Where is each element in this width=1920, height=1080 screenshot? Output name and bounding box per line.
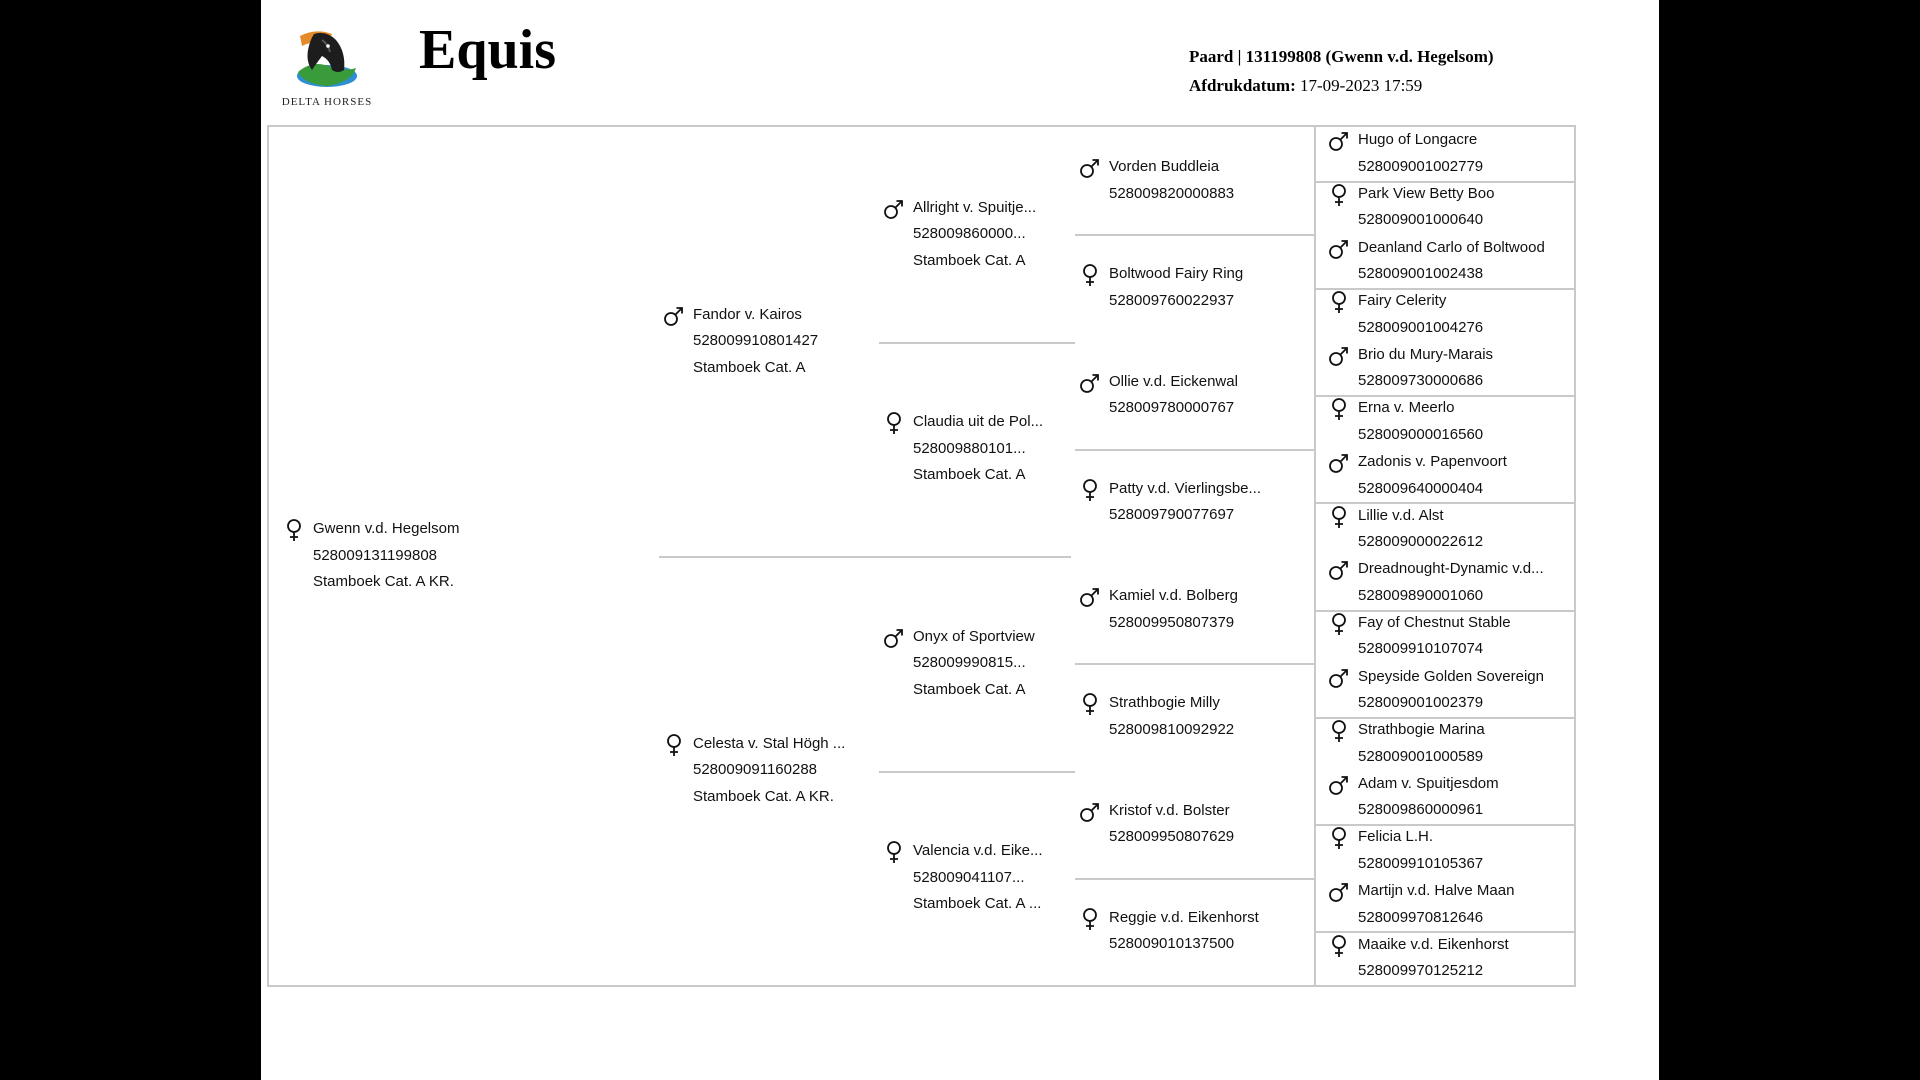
horse-registration-number: 528009970125212 <box>1358 962 1484 980</box>
great-grandparent-horse[interactable] <box>1079 905 1309 958</box>
horse-registration-number: 528009730000686 <box>1358 372 1484 390</box>
male-symbol-icon <box>883 626 905 650</box>
horse-name: Erna v. Meerlo <box>1358 399 1455 417</box>
male-symbol-icon <box>1328 558 1350 582</box>
grandparent-horse[interactable] <box>883 838 1063 918</box>
horse-registration-number: 528009001000589 <box>1358 747 1484 765</box>
horse-registration-number: 528009780000767 <box>1109 399 1235 417</box>
horse-registration-number: 528009091160288 <box>693 761 818 779</box>
pedigree-divider <box>1075 234 1315 236</box>
horse-registration-number: 528009001002438 <box>1358 265 1484 283</box>
female-symbol-icon <box>1328 397 1350 421</box>
subject-horse[interactable] <box>283 516 613 596</box>
horse-name: Dreadnought-Dynamic v.d... <box>1358 560 1544 578</box>
parent-horse[interactable] <box>663 731 873 811</box>
horse-name: Fandor v. Kairos <box>693 305 802 323</box>
horse-registration-number: 528009970812646 <box>1358 908 1484 926</box>
horse-registration-number: 528009950807629 <box>1109 828 1235 846</box>
horse-studbook-category: Stamboek Cat. A ... <box>913 895 1042 912</box>
horse-studbook-category: Stamboek Cat. A <box>693 358 806 376</box>
great-great-grandparent-horse[interactable] <box>1328 717 1583 770</box>
female-symbol-icon <box>1079 692 1101 716</box>
great-great-grandparent-horse[interactable] <box>1328 824 1583 877</box>
female-symbol-icon <box>283 518 305 542</box>
parent-horse[interactable] <box>663 302 873 382</box>
great-grandparent-horse[interactable] <box>1079 798 1309 851</box>
horse-registration-number: 528009950807379 <box>1109 613 1235 631</box>
great-grandparent-horse[interactable] <box>1079 583 1309 636</box>
pedigree-divider <box>1075 663 1315 665</box>
horse-name: Gwenn v.d. Hegelsom <box>313 520 460 538</box>
female-symbol-icon <box>1328 826 1350 850</box>
great-great-grandparent-horse[interactable] <box>1328 932 1583 985</box>
horse-name: Martijn v.d. Halve Maan <box>1358 882 1515 900</box>
male-symbol-icon <box>663 304 685 328</box>
great-great-grandparent-horse[interactable] <box>1328 503 1583 556</box>
delta-horses-logo <box>279 26 375 108</box>
horse-studbook-category: Stamboek Cat. A <box>913 251 1026 269</box>
horse-registration-number: 528009810092922 <box>1109 720 1235 738</box>
horse-name: Kristof v.d. Bolster <box>1109 801 1230 819</box>
horse-name: Vorden Buddleia <box>1109 158 1220 176</box>
great-great-grandparent-horse[interactable] <box>1328 395 1583 448</box>
horse-studbook-category: Stamboek Cat. A <box>913 466 1026 483</box>
horse-name: Zadonis v. Papenvoort <box>1358 453 1507 471</box>
great-great-grandparent-horse[interactable] <box>1328 449 1583 502</box>
horse-name: Valencia v.d. Eike... <box>913 842 1043 859</box>
horse-registration-number: 528009910801427 <box>693 332 819 350</box>
female-symbol-icon <box>1328 183 1350 207</box>
male-symbol-icon <box>1328 773 1350 797</box>
header-info <box>1189 42 1494 100</box>
horse-name: Deanland Carlo of Boltwood <box>1358 238 1545 256</box>
horse-head-logo-icon <box>292 26 362 90</box>
female-symbol-icon <box>663 733 685 757</box>
horse-name: Boltwood Fairy Ring <box>1109 265 1244 283</box>
print-date-label: Afdrukdatum: <box>1189 76 1296 95</box>
horse-registration-number: 528009001002779 <box>1358 157 1484 175</box>
great-grandparent-horse[interactable] <box>1079 690 1309 743</box>
great-great-grandparent-horse[interactable] <box>1328 556 1583 609</box>
horse-registration-number: 528009001000640 <box>1358 211 1484 229</box>
horse-registration-number: 528009001004276 <box>1358 318 1484 336</box>
female-symbol-icon <box>883 411 905 435</box>
horse-registration-number: 528009010137500 <box>1109 935 1235 953</box>
horse-registration-number: 528009860000... <box>913 225 1026 242</box>
horse-name: Patty v.d. Vierlingsbe... <box>1109 479 1262 497</box>
pedigree-divider <box>879 342 1075 344</box>
horse-registration-number: 528009790077697 <box>1109 506 1235 524</box>
male-symbol-icon <box>1328 451 1350 475</box>
horse-name: Lillie v.d. Alst <box>1358 506 1444 524</box>
horse-name: Claudia uit de Pol... <box>913 413 1044 430</box>
great-great-grandparent-horse[interactable] <box>1328 771 1583 824</box>
horse-registration-number: 528009990815... <box>913 654 1026 671</box>
great-grandparent-horse[interactable] <box>1079 261 1309 314</box>
pedigree-divider <box>1075 878 1315 880</box>
female-symbol-icon <box>1079 263 1101 287</box>
great-great-grandparent-horse[interactable] <box>1328 664 1583 717</box>
horse-name: Brio du Mury-Marais <box>1358 345 1494 363</box>
horse-studbook-category: Stamboek Cat. A KR. <box>313 573 454 591</box>
horse-name: Park View Betty Boo <box>1358 184 1495 202</box>
grandparent-horse[interactable] <box>883 624 1063 704</box>
horse-studbook-category: Stamboek Cat. A KR. <box>693 787 834 805</box>
great-great-grandparent-horse[interactable] <box>1328 288 1583 341</box>
horse-name: Fairy Celerity <box>1358 292 1447 310</box>
app-title: Equis <box>419 19 556 81</box>
horse-registration-number: 528009820000883 <box>1109 184 1235 202</box>
horse-registration-number: 528009860000961 <box>1358 801 1484 819</box>
print-date: 17-09-2023 17:59 <box>1300 76 1423 95</box>
horse-name: Adam v. Spuitjesdom <box>1358 774 1499 792</box>
male-symbol-icon <box>1079 156 1101 180</box>
great-grandparent-horse[interactable] <box>1079 476 1309 529</box>
grandparent-horse[interactable] <box>883 409 1063 489</box>
horse-registration-number: 528009000016560 <box>1358 425 1484 443</box>
print-page <box>261 0 1659 1080</box>
male-symbol-icon <box>1328 344 1350 368</box>
great-great-grandparent-horse[interactable] <box>1328 878 1583 931</box>
male-symbol-icon <box>1328 666 1350 690</box>
horse-registration-number: 528009890001060 <box>1358 586 1484 604</box>
pedigree-divider <box>659 556 1071 558</box>
horse-studbook-category: Stamboek Cat. A <box>913 680 1026 698</box>
horse-name: Kamiel v.d. Bolberg <box>1109 587 1238 605</box>
female-symbol-icon <box>1328 612 1350 636</box>
great-great-grandparent-horse[interactable] <box>1328 235 1583 288</box>
horse-registration-number: 528009880101... <box>913 439 1026 457</box>
horse-name: Allright v. Spuitje... <box>913 198 1037 216</box>
female-symbol-icon <box>1328 505 1350 529</box>
horse-registration-number: 528009760022937 <box>1109 291 1235 309</box>
pedigree-divider <box>1075 449 1315 451</box>
male-symbol-icon <box>1328 880 1350 904</box>
horse-registration-number: 528009000022612 <box>1358 533 1484 551</box>
great-great-grandparent-horse[interactable] <box>1328 342 1583 395</box>
horse-registration-number: 528009041107... <box>913 868 1025 886</box>
horse-registration-number: 528009910107074 <box>1358 640 1484 658</box>
male-symbol-icon <box>1328 129 1350 153</box>
logo-text: DELTA HORSES <box>281 96 373 108</box>
pedigree-divider <box>879 771 1075 773</box>
horse-name: Onyx of Sportview <box>913 627 1035 645</box>
horse-name: Ollie v.d. Eickenwal <box>1109 372 1238 390</box>
horse-name: Felicia L.H. <box>1358 828 1434 846</box>
female-symbol-icon <box>1328 934 1350 958</box>
male-symbol-icon <box>1079 800 1101 824</box>
male-symbol-icon <box>1079 371 1101 395</box>
horse-name: Celesta v. Stal Högh ... <box>693 734 846 752</box>
male-symbol-icon <box>883 197 905 221</box>
female-symbol-icon <box>1079 478 1101 502</box>
male-symbol-icon <box>1328 237 1350 261</box>
horse-registration-number: 528009131199808 <box>313 546 438 564</box>
horse-registration-number: 528009910105367 <box>1358 854 1484 872</box>
great-grandparent-horse[interactable] <box>1079 154 1309 207</box>
pedigree-chart <box>267 125 1576 987</box>
horse-name: Maaike v.d. Eikenhorst <box>1358 935 1509 953</box>
horse-name: Speyside Golden Sovereign <box>1358 667 1544 685</box>
great-great-grandparent-horse[interactable] <box>1328 127 1583 180</box>
horse-name: Strathbogie Marina <box>1358 721 1485 739</box>
grandparent-horse[interactable] <box>883 195 1063 275</box>
horse-name: Fay of Chestnut Stable <box>1358 613 1511 631</box>
great-grandparent-horse[interactable] <box>1079 369 1309 422</box>
female-symbol-icon <box>1328 290 1350 314</box>
horse-registration-number: 528009001002379 <box>1358 694 1484 712</box>
male-symbol-icon <box>1079 585 1101 609</box>
horse-name: Strathbogie Milly <box>1109 694 1220 712</box>
horse-reference: Paard | 131199808 (Gwenn v.d. Hegelsom) <box>1189 47 1494 66</box>
female-symbol-icon <box>1079 907 1101 931</box>
great-great-grandparent-horse[interactable] <box>1328 181 1583 234</box>
horse-registration-number: 528009640000404 <box>1358 479 1484 497</box>
great-great-grandparent-horse[interactable] <box>1328 610 1583 663</box>
female-symbol-icon <box>1328 719 1350 743</box>
female-symbol-icon <box>883 840 905 864</box>
horse-name: Reggie v.d. Eikenhorst <box>1109 908 1259 926</box>
horse-name: Hugo of Longacre <box>1358 131 1478 149</box>
